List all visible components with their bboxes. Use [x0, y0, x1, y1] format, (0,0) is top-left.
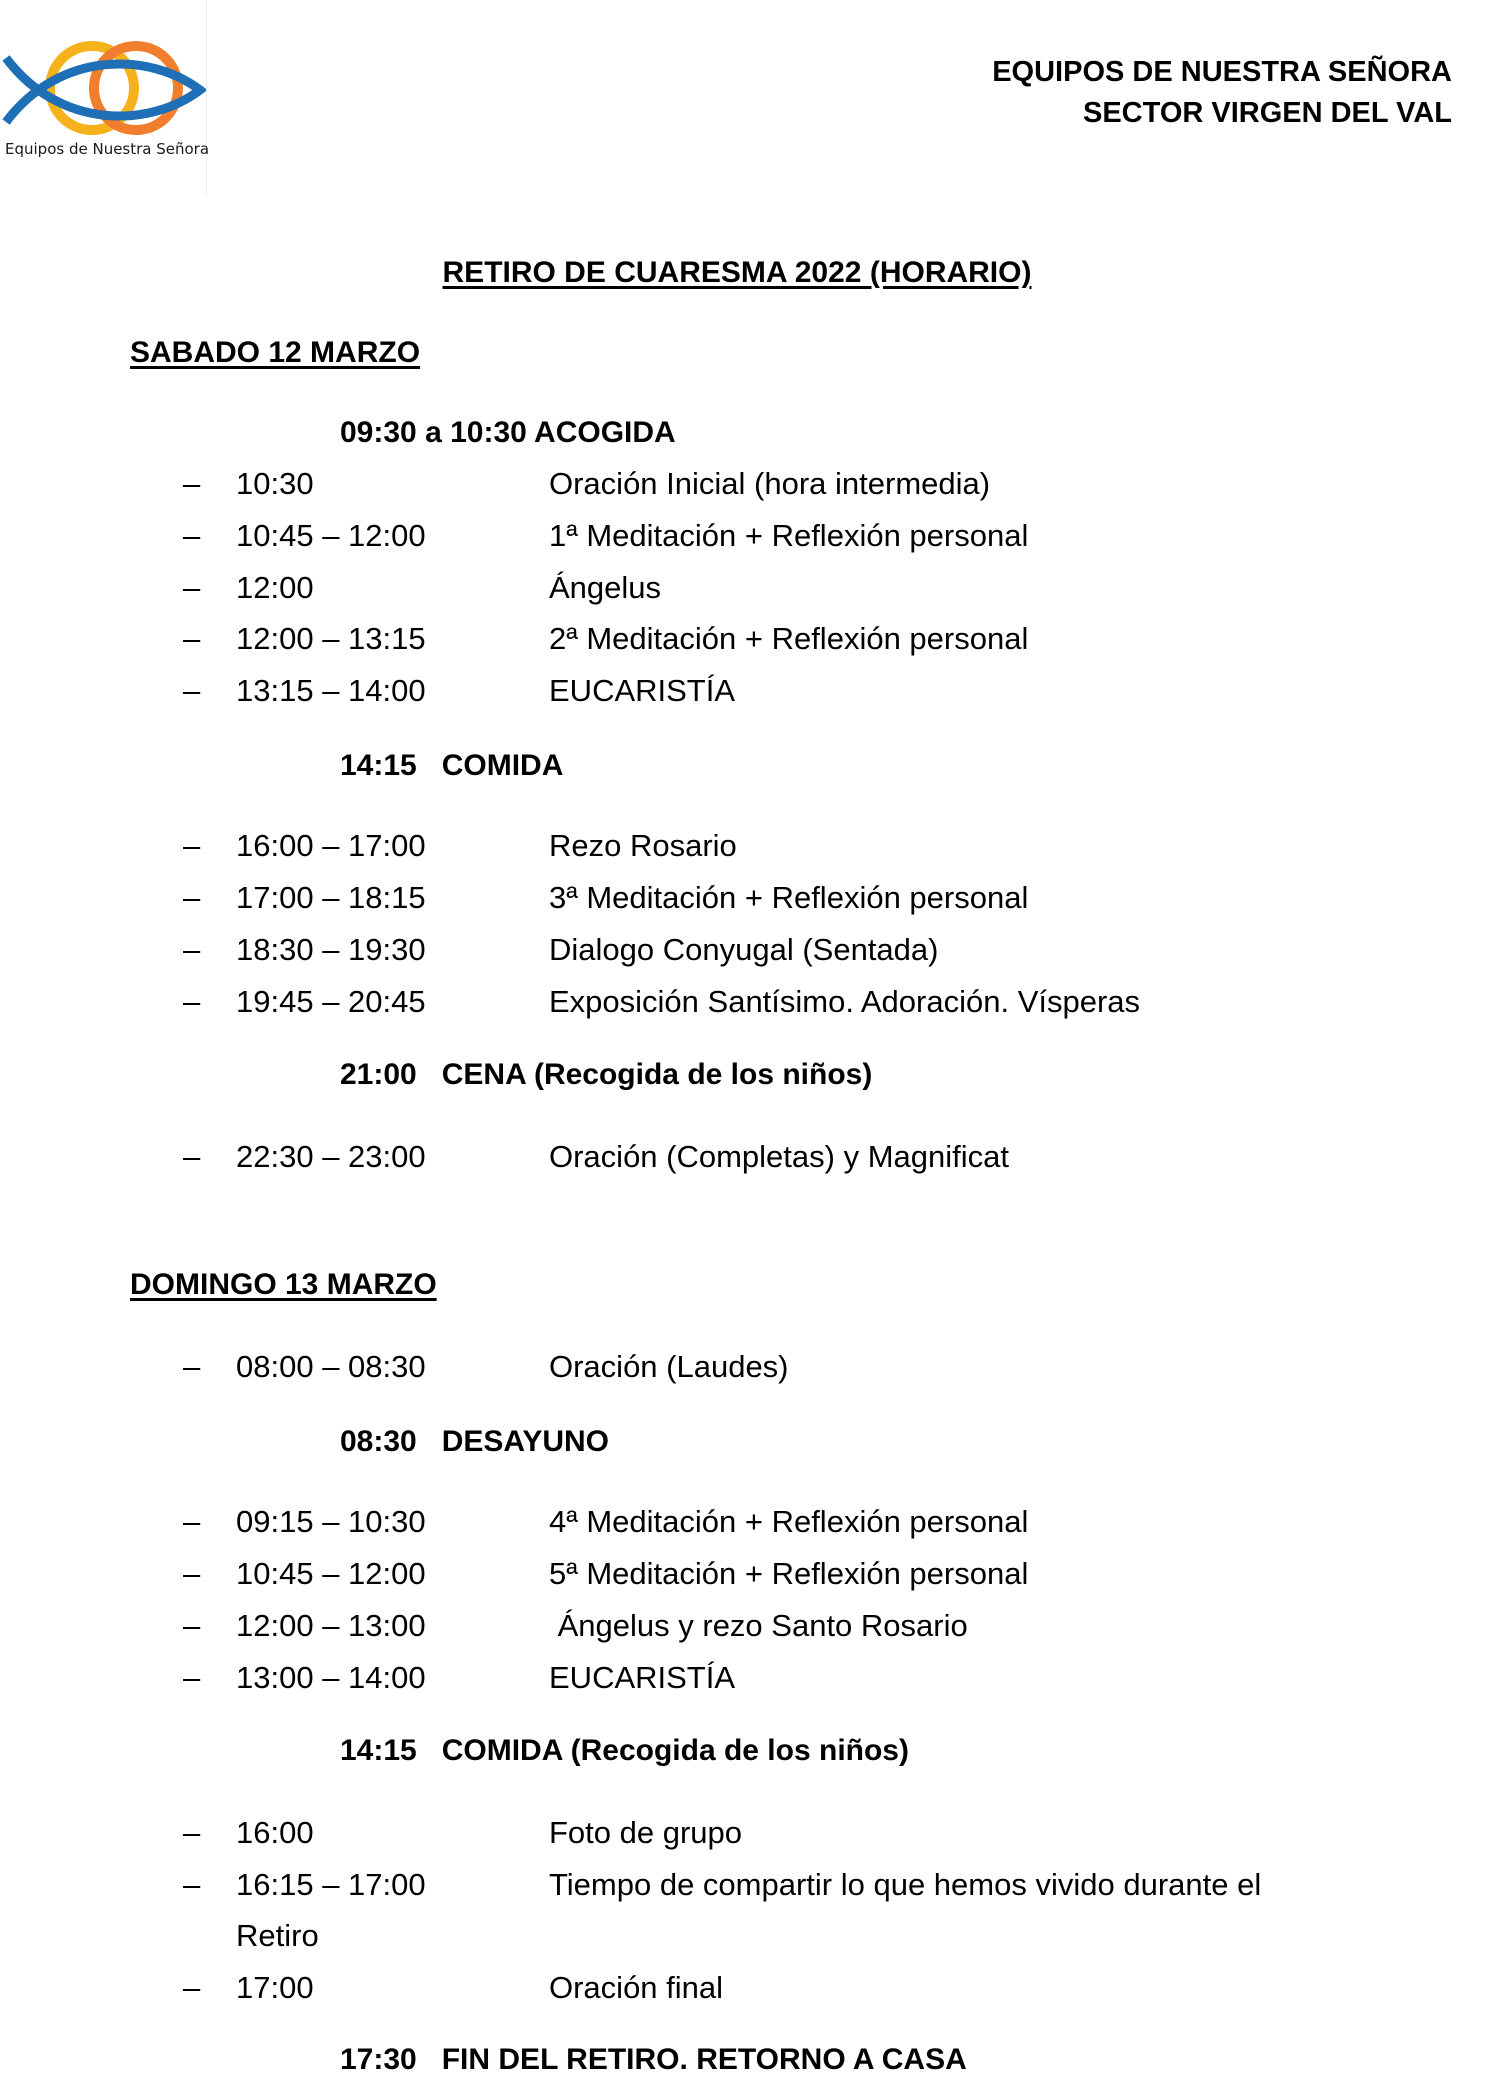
- schedule-row: [0, 1556, 1500, 1600]
- schedule-time: 10:30: [236, 466, 314, 501]
- document-title: RETIRO DE CUARESMA 2022 (HORARIO): [442, 256, 1032, 289]
- schedule-activity: 2ª Meditación + Reflexión personal: [549, 621, 1029, 656]
- schedule-time: 12:00 – 13:00: [236, 1608, 426, 1643]
- schedule-time: 22:30 – 23:00: [236, 1139, 426, 1174]
- schedule-row: [0, 828, 1500, 872]
- schedule-time: 19:45 – 20:45: [236, 984, 426, 1019]
- schedule-activity: EUCARISTÍA: [549, 673, 736, 708]
- schedule-activity: 1ª Meditación + Reflexión personal: [549, 518, 1029, 553]
- logo-emblem-icon: [0, 40, 206, 140]
- schedule-row: [0, 1660, 1500, 1704]
- list-dash: –: [183, 1504, 201, 1539]
- logo-caption: Equipos de Nuestra Señora: [5, 140, 210, 158]
- list-dash: –: [183, 880, 201, 915]
- schedule-time: 10:45 – 12:00: [236, 518, 426, 553]
- schedule-activity: Foto de grupo: [549, 1815, 743, 1850]
- sector-name: SECTOR VIRGEN DEL VAL: [1083, 97, 1452, 129]
- schedule-activity-continuation: Retiro: [236, 1918, 319, 1953]
- schedule-time: 13:15 – 14:00: [236, 673, 426, 708]
- list-dash: –: [183, 1867, 201, 1902]
- schedule-activity: Oración (Completas) y Magnificat: [549, 1139, 1009, 1174]
- day-heading-sunday: DOMINGO 13 MARZO: [130, 1268, 437, 1301]
- highlight-sunday-end: 17:30 FIN DEL RETIRO. RETORNO A CASA: [340, 2043, 967, 2076]
- schedule-activity: 3ª Meditación + Reflexión personal: [549, 880, 1029, 915]
- schedule-row: [0, 984, 1500, 1028]
- list-dash: –: [183, 673, 201, 708]
- schedule-time: 13:00 – 14:00: [236, 1660, 426, 1695]
- schedule-row: [0, 1815, 1500, 1859]
- schedule-time: 16:00 – 17:00: [236, 828, 426, 863]
- list-dash: –: [183, 518, 201, 553]
- list-dash: –: [183, 1815, 201, 1850]
- schedule-time: 12:00: [236, 570, 314, 605]
- schedule-row: [0, 1139, 1500, 1183]
- logo: [0, 0, 210, 196]
- schedule-time: 17:00: [236, 1970, 314, 2005]
- schedule-time: 08:00 – 08:30: [236, 1349, 426, 1384]
- list-dash: –: [183, 1349, 201, 1384]
- list-dash: –: [183, 1608, 201, 1643]
- schedule-activity: Ángelus: [549, 570, 662, 605]
- highlight-saturday-dinner: 21:00 CENA (Recogida de los niños): [340, 1058, 873, 1091]
- schedule-activity: Ángelus y rezo Santo Rosario: [549, 1608, 968, 1643]
- schedule-row: [0, 1349, 1500, 1393]
- schedule-row: [0, 932, 1500, 976]
- highlight-saturday-lunch: 14:15 COMIDA: [340, 749, 564, 782]
- schedule-row: [0, 518, 1500, 562]
- schedule-activity: Oración final: [549, 1970, 724, 2005]
- schedule-time: 09:15 – 10:30: [236, 1504, 426, 1539]
- schedule-time: 18:30 – 19:30: [236, 932, 426, 967]
- schedule-row: [0, 466, 1500, 510]
- schedule-row: [0, 621, 1500, 665]
- schedule-activity: Tiempo de compartir lo que hemos vivido durante el: [549, 1867, 1262, 1902]
- schedule-time: 16:00: [236, 1815, 314, 1850]
- schedule-activity: Exposición Santísimo. Adoración. Vísperas: [549, 984, 1141, 1019]
- organization-name: EQUIPOS DE NUESTRA SEÑORA: [992, 56, 1452, 88]
- schedule-row: [0, 1970, 1500, 2014]
- organization-header: [992, 52, 1452, 134]
- list-dash: –: [183, 1139, 201, 1174]
- schedule-row: [0, 570, 1500, 614]
- highlight-sunday-breakfast: 08:30 DESAYUNO: [340, 1425, 610, 1458]
- list-dash: –: [183, 1660, 201, 1695]
- list-dash: –: [183, 621, 201, 656]
- list-dash: –: [183, 984, 201, 1019]
- schedule-activity: 4ª Meditación + Reflexión personal: [549, 1504, 1029, 1539]
- schedule-time: 17:00 – 18:15: [236, 880, 426, 915]
- schedule-activity: Dialogo Conyugal (Sentada): [549, 932, 939, 967]
- highlight-saturday-arrival: 09:30 a 10:30 ACOGIDA: [340, 416, 676, 449]
- schedule-time: 12:00 – 13:15: [236, 621, 426, 656]
- list-dash: –: [183, 570, 201, 605]
- schedule-activity: 5ª Meditación + Reflexión personal: [549, 1556, 1029, 1591]
- schedule-activity: EUCARISTÍA: [549, 1660, 736, 1695]
- list-dash: –: [183, 932, 201, 967]
- list-dash: –: [183, 1970, 201, 2005]
- schedule-row: [0, 880, 1500, 924]
- list-dash: –: [183, 466, 201, 501]
- schedule-time: 10:45 – 12:00: [236, 1556, 426, 1591]
- list-dash: –: [183, 1556, 201, 1591]
- schedule-row: [0, 1867, 1500, 1963]
- list-dash: –: [183, 828, 201, 863]
- highlight-sunday-lunch: 14:15 COMIDA (Recogida de los niños): [340, 1734, 909, 1767]
- schedule-row: [0, 673, 1500, 717]
- schedule-row: [0, 1504, 1500, 1548]
- schedule-activity: Rezo Rosario: [549, 828, 737, 863]
- schedule-activity: Oración (Laudes): [549, 1349, 789, 1384]
- schedule-time: 16:15 – 17:00: [236, 1867, 426, 1902]
- schedule-row: [0, 1608, 1500, 1652]
- day-heading-saturday: SABADO 12 MARZO: [130, 336, 421, 369]
- schedule-activity: Oración Inicial (hora intermedia): [549, 466, 991, 501]
